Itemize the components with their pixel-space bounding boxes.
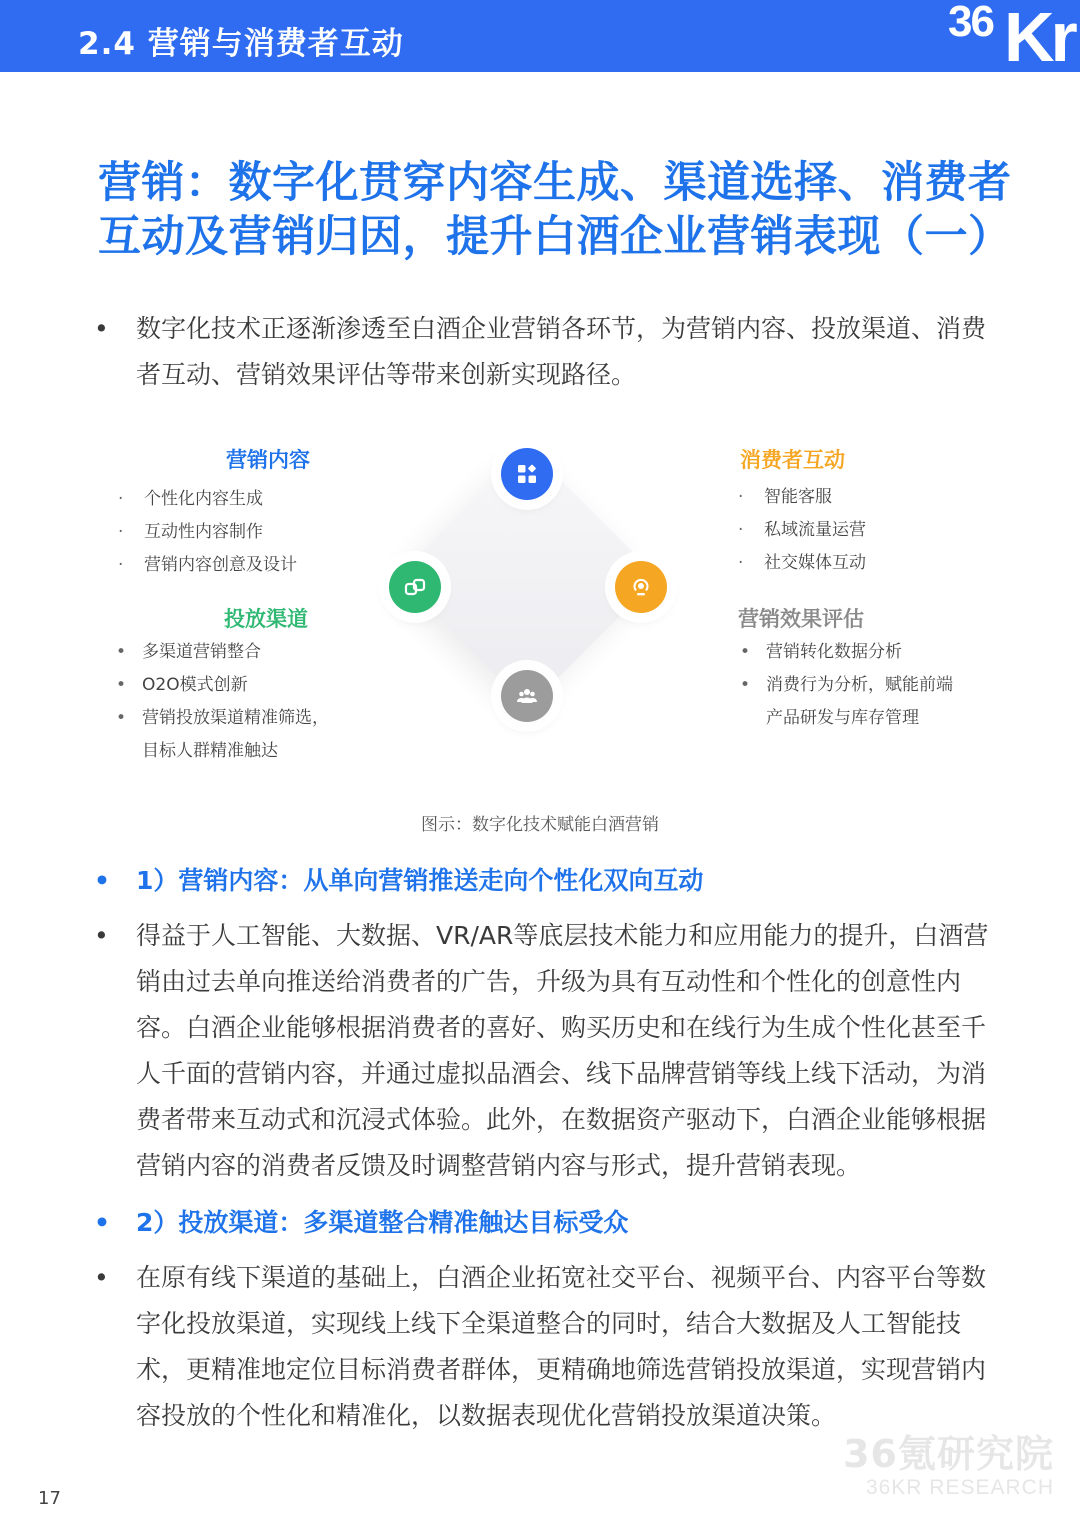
category-title-consumer-interaction: 消费者互动 (740, 448, 845, 472)
list-item: · 个性化内容生成 (118, 489, 263, 509)
marketing-diagram (0, 420, 1080, 840)
header-bar (0, 0, 1080, 76)
bullet-dot: • (94, 921, 109, 950)
category-title-marketing-content: 营销内容 (226, 448, 310, 472)
list-item: • O2O模式创新 (116, 675, 248, 695)
list-item: • 多渠道营销整合 (116, 642, 261, 662)
bullet-dot: • (94, 866, 110, 895)
effect-evaluation-list (740, 636, 955, 735)
section-title: 2.4 营销与消费者互动 (78, 26, 404, 62)
list-item: · 私域流量运营 (738, 520, 866, 540)
list-item: · 互动性内容制作 (118, 522, 263, 542)
consumer-interaction-list (738, 481, 998, 580)
section-heading-2: 2）投放渠道：多渠道整合精准触达目标受众 (136, 1208, 629, 1237)
bullet-dot: • (94, 1263, 109, 1292)
section-heading-1: 1）营销内容：从单向营销推送走向个性化双向互动 (136, 866, 704, 895)
bullet-dot: • (94, 314, 109, 343)
section-channels (92, 1200, 992, 1439)
watermark-cn: 36氪研究院 (843, 1432, 1054, 1476)
section-marketing-content (92, 858, 992, 1189)
channels-list (116, 636, 334, 768)
36kr-logo (940, 0, 1080, 76)
logo-letters: Kr (1004, 0, 1074, 76)
bullet-dot: • (94, 1208, 110, 1237)
grid-icon (501, 448, 553, 500)
marketing-content-list (118, 483, 378, 582)
list-item: • 营销投放渠道精准筛选，目标人群精准触达 (116, 708, 329, 761)
link-icon (389, 561, 441, 613)
page-number: 17 (38, 1488, 61, 1509)
page-title-line-2: 互动及营销归因，提升白酒企业营销表现（一） (98, 212, 1012, 262)
page-title (98, 156, 1028, 264)
category-title-effect-evaluation: 营销效果评估 (738, 607, 864, 631)
watermark (843, 1432, 1054, 1500)
intro-text: 数字化技术正逐渐渗透至白酒企业营销各环节，为营销内容、投放渠道、消费者互动、营销效果评估等带来创新实现路径。 (136, 314, 987, 389)
category-title-channels: 投放渠道 (224, 607, 308, 631)
list-item: · 智能客服 (738, 487, 832, 507)
page-title-line-1: 营销：数字化贯穿内容生成、渠道选择、消费者 (98, 158, 1012, 208)
diagram-caption: 图示：数字化技术赋能白酒营销 (421, 815, 659, 835)
broadcast-icon (615, 561, 667, 613)
list-item: · 营销内容创意及设计 (118, 555, 297, 575)
list-item: • 消费行为分析，赋能前端产品研发与库存管理 (740, 675, 953, 728)
section-text-1: 得益于人工智能、大数据、VR/AR等底层技术能力和应用能力的提升，白酒营销由过去单向推送给消费者的广告，升级为具有互动性和个性化的创意性内容。白酒企业能够根据消费者的喜好、购买历史和在线行为生成个性化甚至千人千面的营销内容，并通过虚拟品酒会、线下品牌营销等线上线下活动，为消费者带来互动式和沉浸式体验。此外，在数据资产驱动下，白酒企业能够根据营销内容的消费者反馈及时调整营销内容与形式，提升营销表现。 (136, 921, 989, 1180)
logo-number: 36 (948, 0, 993, 46)
group-icon (501, 670, 553, 722)
section-text-2: 在原有线下渠道的基础上，白酒企业拓宽社交平台、视频平台、内容平台等数字化投放渠道，实现线上线下全渠道整合的同时，结合大数据及人工智能技术，更精准地定位目标消费者群体，更精确地筛选营销投放渠道，实现营销内容投放的个性化和精准化，以数据表现优化营销投放渠道决策。 (136, 1263, 987, 1430)
list-item: · 社交媒体互动 (738, 553, 866, 573)
intro-paragraph (92, 306, 992, 398)
watermark-en: 36KR RESEARCH (865, 1476, 1054, 1499)
list-item: • 营销转化数据分析 (740, 642, 902, 662)
